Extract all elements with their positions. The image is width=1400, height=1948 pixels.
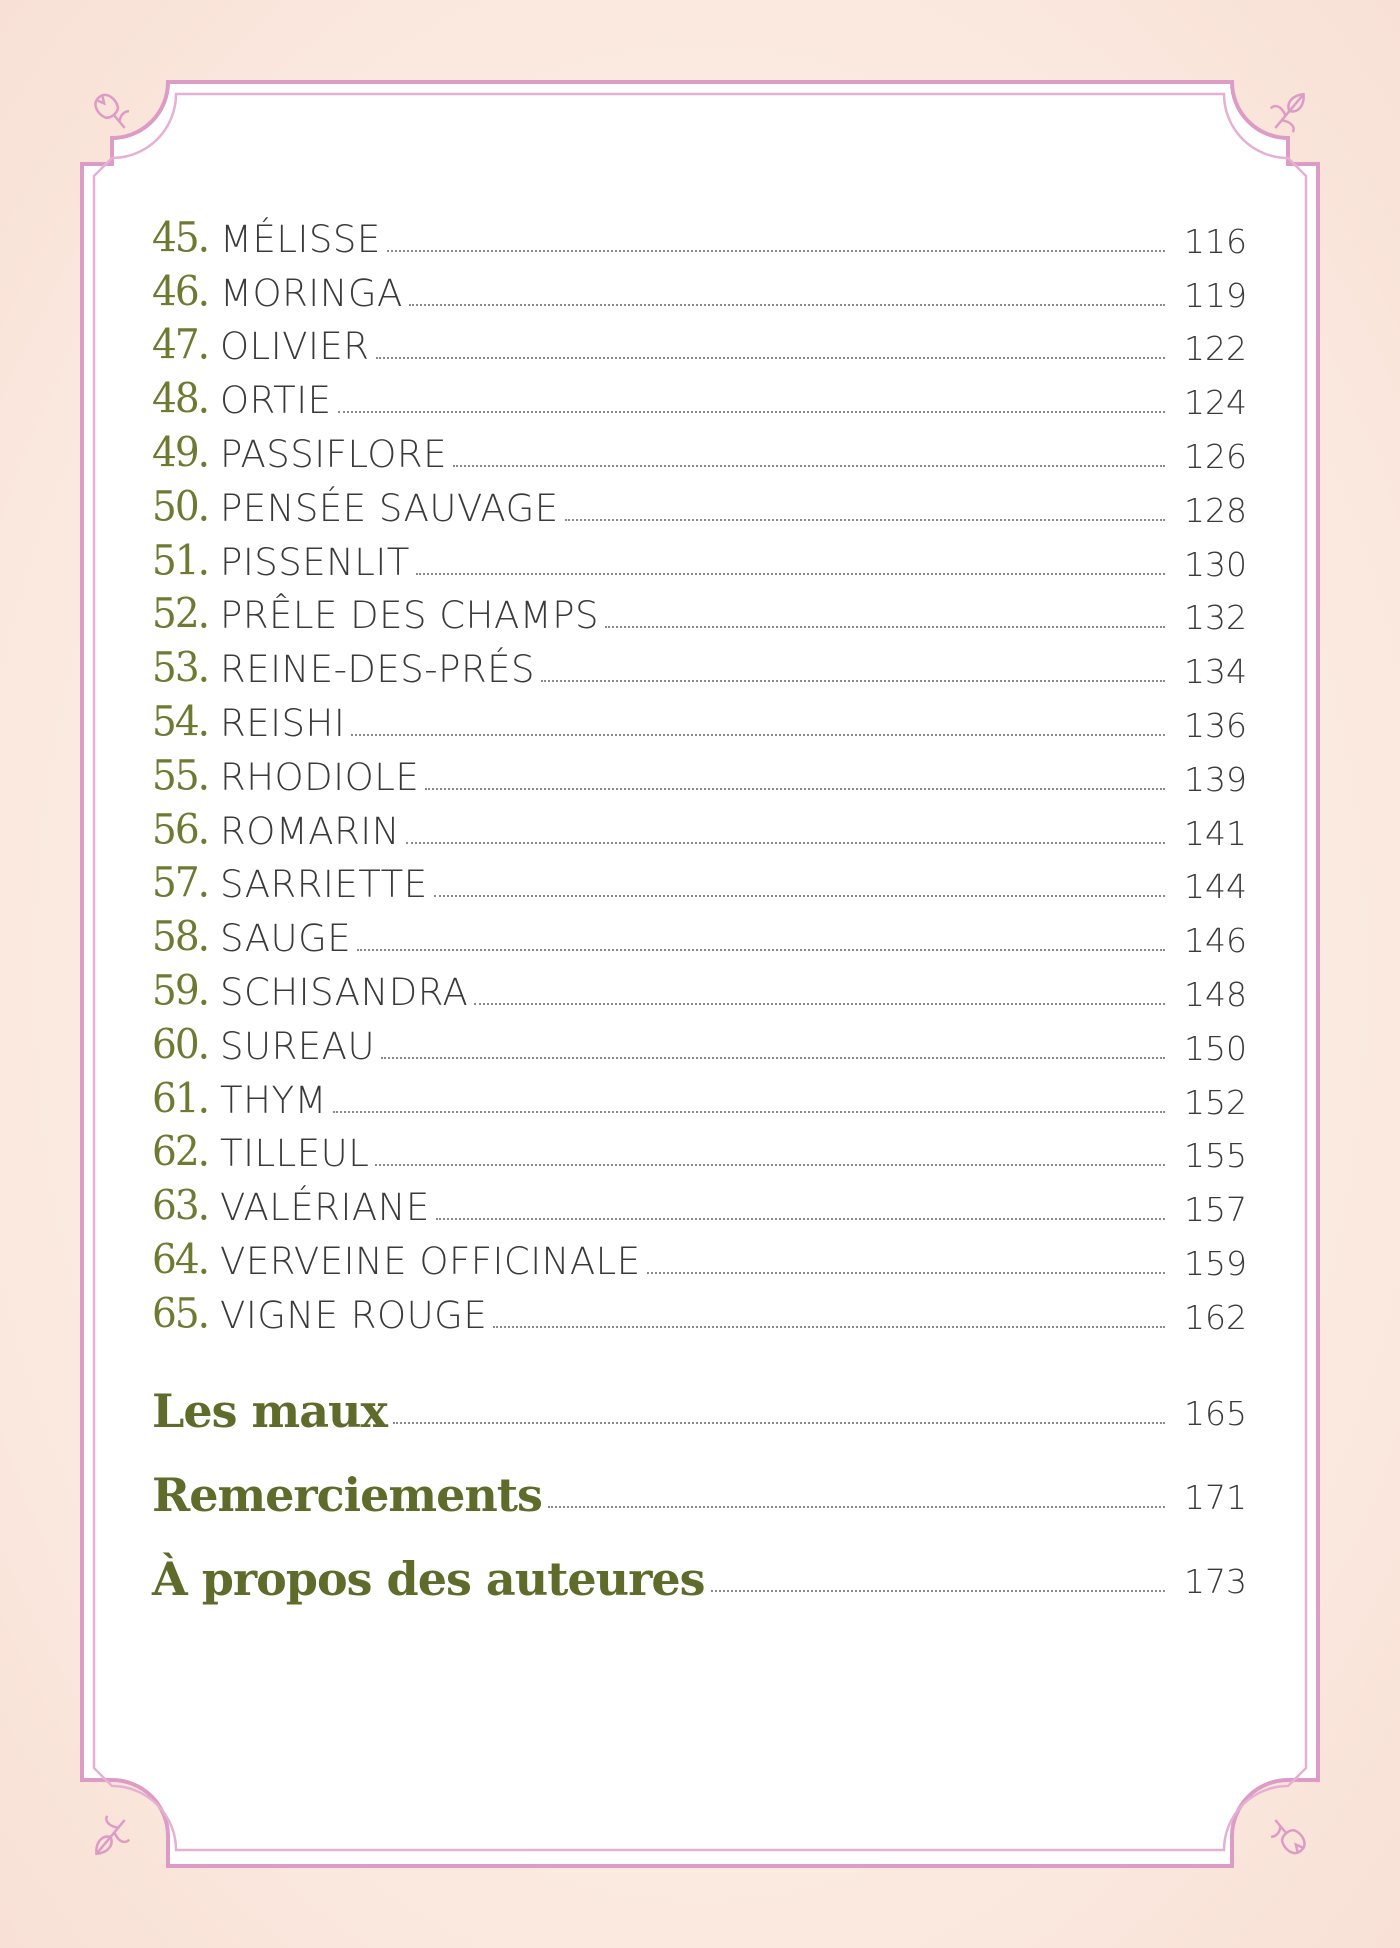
section-title: À propos des auteures: [152, 1552, 705, 1606]
entry-number: 52.: [152, 591, 209, 639]
toc-entry[interactable]: [152, 1172, 1247, 1231]
dot-leader: [416, 572, 1165, 575]
dot-leader: [375, 1163, 1165, 1166]
entry-title: PISSENLIT: [220, 540, 410, 584]
entry-number: 49.: [152, 429, 209, 478]
entry-number: 45.: [152, 214, 209, 262]
toc-entry[interactable]: [152, 634, 1247, 693]
toc-sections: [152, 1350, 1247, 1606]
entry-number: 64.: [152, 1236, 209, 1285]
entry-page-number: 148: [1184, 974, 1247, 1014]
entry-page-number: 132: [1184, 598, 1247, 638]
section-page-number: 171: [1184, 1478, 1247, 1517]
entry-number: 48.: [152, 376, 209, 424]
entry-page-number: 150: [1184, 1028, 1247, 1068]
dot-leader: [436, 1217, 1165, 1220]
section-title: Les maux: [152, 1384, 387, 1438]
toc-entry[interactable]: [152, 365, 1247, 424]
entry-title: VIGNE ROUGE: [220, 1293, 488, 1337]
dot-leader: [376, 356, 1166, 359]
section-title: Remerciements: [152, 1468, 542, 1522]
dot-leader: [541, 679, 1165, 682]
entry-page-number: 146: [1184, 921, 1247, 961]
toc-section-entry[interactable]: [152, 1350, 1247, 1438]
flower-bud-icon: [91, 88, 135, 134]
dot-leader: [711, 1589, 1166, 1592]
toc-entry[interactable]: [152, 688, 1247, 747]
toc-entry[interactable]: [152, 581, 1247, 639]
toc-entry[interactable]: [152, 419, 1247, 478]
entry-page-number: 116: [1184, 221, 1247, 261]
dot-leader: [565, 518, 1165, 521]
entry-title: PRÊLE DES CHAMPS: [220, 594, 599, 638]
section-page-number: 165: [1184, 1394, 1247, 1433]
dot-leader: [357, 948, 1165, 951]
entry-page-number: 128: [1184, 490, 1247, 530]
entry-number: 63.: [152, 1183, 209, 1231]
toc-section-entry[interactable]: [152, 1434, 1247, 1522]
entry-page-number: 130: [1184, 544, 1247, 584]
toc-entry[interactable]: [152, 850, 1247, 908]
toc-entry[interactable]: [152, 1011, 1247, 1069]
entry-number: 55.: [152, 752, 209, 800]
section-page-number: 173: [1184, 1562, 1247, 1601]
entry-title: SUREAU: [220, 1024, 376, 1068]
entry-title: ROMARIN: [220, 809, 400, 853]
entry-number: 61.: [152, 1075, 209, 1123]
entry-page-number: 134: [1184, 652, 1247, 692]
dot-leader: [393, 1421, 1165, 1424]
entry-title: MORINGA: [220, 271, 403, 315]
toc-entry[interactable]: [152, 796, 1247, 854]
entry-page-number: 155: [1184, 1136, 1247, 1176]
toc-entry[interactable]: [152, 204, 1247, 262]
entry-title: SCHISANDRA: [220, 970, 469, 1014]
dot-leader: [409, 303, 1165, 306]
toc-entry[interactable]: [152, 1226, 1247, 1285]
entry-number: 50.: [152, 483, 209, 531]
dot-leader: [647, 1271, 1165, 1274]
toc-entry[interactable]: [152, 957, 1247, 1016]
leaf-sprig-icon: [1263, 84, 1316, 138]
entry-page-number: 144: [1184, 867, 1247, 907]
entry-page-number: 152: [1184, 1082, 1247, 1122]
entry-title: OLIVIER: [220, 325, 370, 369]
dot-leader: [453, 464, 1165, 467]
entry-page-number: 126: [1184, 436, 1247, 476]
entry-number: 46.: [152, 268, 209, 316]
entry-number: 57.: [152, 860, 209, 908]
entry-title: RHODIOLE: [220, 755, 420, 799]
dot-leader: [351, 733, 1165, 736]
toc-entry[interactable]: [152, 312, 1247, 370]
flower-bud-icon: [1265, 1814, 1309, 1860]
toc-entry[interactable]: [152, 527, 1247, 585]
dot-leader: [406, 841, 1165, 844]
entry-page-number: 139: [1184, 759, 1247, 799]
toc-entry[interactable]: [152, 742, 1247, 800]
entry-title: VERVEINE OFFICINALE: [220, 1239, 641, 1283]
entry-number: 60.: [152, 1021, 209, 1069]
entry-number: 47.: [152, 322, 209, 370]
entry-page-number: 122: [1184, 329, 1247, 369]
entry-title: VALÉRIANE: [220, 1186, 430, 1230]
entry-title: REINE-DES-PRÉS: [220, 648, 536, 692]
toc-entry[interactable]: [152, 1280, 1247, 1338]
dot-leader: [381, 1056, 1165, 1059]
dot-leader: [338, 410, 1165, 413]
entry-page-number: 157: [1184, 1190, 1247, 1230]
entry-number: 62.: [152, 1129, 209, 1177]
entry-page-number: 136: [1184, 705, 1247, 745]
toc-entry[interactable]: [152, 1119, 1247, 1177]
entry-title: PASSIFLORE: [220, 432, 447, 476]
entry-page-number: 119: [1184, 275, 1247, 315]
entry-number: 51.: [152, 537, 209, 585]
entry-title: TILLEUL: [220, 1132, 370, 1176]
entry-page-number: 159: [1184, 1243, 1247, 1283]
toc-section-entry[interactable]: [152, 1518, 1247, 1606]
entry-number: 53.: [152, 645, 209, 693]
entry-title: ORTIE: [220, 379, 332, 423]
entry-title: REISHI: [220, 701, 346, 745]
dot-leader: [493, 1325, 1165, 1328]
dot-leader: [333, 1110, 1165, 1113]
leaf-sprig-icon: [84, 1810, 137, 1864]
entry-title: SARRIETTE: [220, 863, 428, 907]
dot-leader: [474, 1002, 1165, 1005]
entry-page-number: 124: [1184, 383, 1247, 423]
dot-leader: [548, 1505, 1165, 1508]
dot-leader: [605, 625, 1165, 628]
toc-entry[interactable]: [152, 473, 1247, 531]
dot-leader: [425, 787, 1165, 790]
toc-entry[interactable]: [152, 258, 1247, 316]
entry-number: 54.: [152, 698, 209, 747]
entry-number: 56.: [152, 806, 209, 854]
entry-number: 65.: [152, 1290, 209, 1338]
entry-title: THYM: [220, 1078, 327, 1122]
entry-page-number: 141: [1184, 813, 1247, 853]
entry-title: SAUGE: [220, 917, 352, 961]
dot-leader: [387, 249, 1165, 252]
entry-title: PENSÉE SAUVAGE: [220, 486, 559, 530]
entry-title: MÉLISSE: [220, 217, 381, 261]
entry-page-number: 162: [1184, 1297, 1247, 1337]
entry-number: 58.: [152, 914, 209, 962]
dot-leader: [434, 894, 1165, 897]
toc-entry[interactable]: [152, 903, 1247, 962]
entry-number: 59.: [152, 967, 209, 1016]
toc-entry[interactable]: [152, 1065, 1247, 1123]
table-of-contents: [152, 204, 1247, 1338]
